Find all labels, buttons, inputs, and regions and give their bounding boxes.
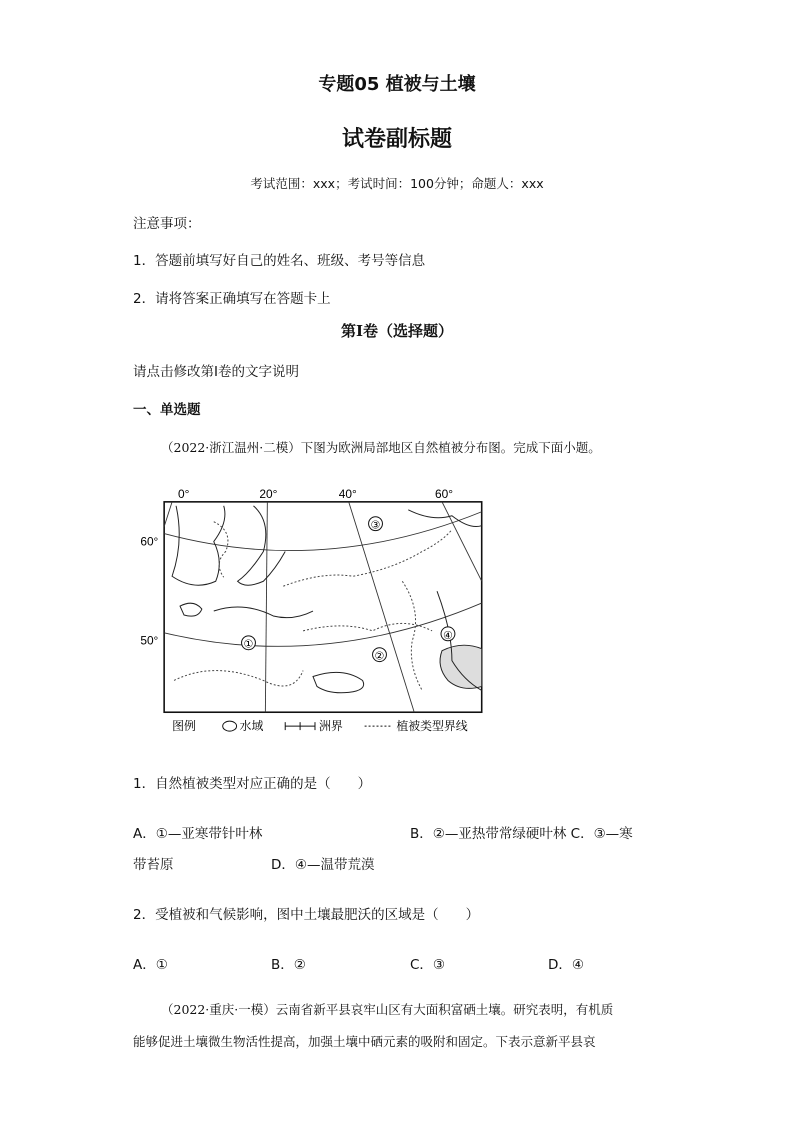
question-2-option-b: B．② — [271, 957, 306, 973]
region-mark-4: ④ — [443, 628, 453, 642]
question-intro-2-line2: 能够促进土壤微生物活性提高，加强土壤中硒元素的吸附和固定。下表示意新平县哀 — [133, 1034, 596, 1049]
document-subtitle: 试卷副标题 — [341, 127, 452, 152]
part1-description: 请点击修改第I卷的文字说明 — [133, 364, 299, 380]
question-2-option-c: C．③ — [410, 957, 446, 973]
question-1-stem: 1．自然植被类型对应正确的是（ ） — [133, 776, 372, 792]
question-intro-1: （2022·浙江温州·二模）下图为欧洲局部地区自然植被分布图。完成下面小题。 — [161, 440, 601, 455]
lat-label-60: 60° — [140, 534, 159, 549]
exam-info: 考试范围：xxx；考试时间：100分钟；命题人：xxx — [250, 176, 544, 191]
legend-veg: 植被类型界线 — [396, 719, 468, 734]
question-2-option-a: A．① — [133, 957, 168, 973]
section-heading: 一、单选题 — [133, 402, 201, 418]
notes-heading: 注意事项： — [133, 216, 201, 232]
vegetation-map — [132, 482, 494, 742]
lon-label-40: 40° — [338, 486, 357, 501]
legend-border: 洲界 — [318, 719, 343, 734]
lat-label-50: 50° — [140, 633, 159, 648]
legend-water-symbol — [223, 721, 237, 731]
region-mark-2: ② — [374, 649, 385, 663]
region-mark-1: ① — [243, 637, 254, 651]
question-2-stem: 2．受植被和气候影响，图中土壤最肥沃的区域是（ ） — [133, 907, 480, 923]
question-1-options-bc: B．②—亚热带常绿硬叶林 C．③—寒 — [410, 826, 633, 842]
lon-label-60: 60° — [435, 486, 454, 501]
legend-water: 水域 — [239, 719, 264, 734]
question-1-option-d: D．④—温带荒漠 — [271, 857, 375, 873]
document-title: 专题05 植被与土壤 — [318, 74, 476, 95]
region-mark-3: ③ — [370, 518, 381, 532]
note-item-1: 1．答题前填写好自己的姓名、班级、考号等信息 — [133, 253, 426, 269]
question-intro-2-line1: （2022·重庆·一模）云南省新平县哀牢山区有大面积富硒土壤。研究表明，有机质 — [161, 1002, 614, 1017]
legend-title: 图例 — [172, 719, 196, 734]
question-2-option-d: D．④ — [548, 957, 584, 973]
lon-label-0: 0° — [178, 486, 190, 501]
question-1-option-c-cont: 带苔原 — [133, 857, 174, 873]
lon-label-20: 20° — [259, 486, 278, 501]
question-1-option-a: A．①—亚寒带针叶林 — [133, 826, 263, 842]
note-item-2: 2．请将答案正确填写在答题卡上 — [133, 291, 331, 307]
part1-title: 第I卷（选择题） — [340, 322, 454, 340]
